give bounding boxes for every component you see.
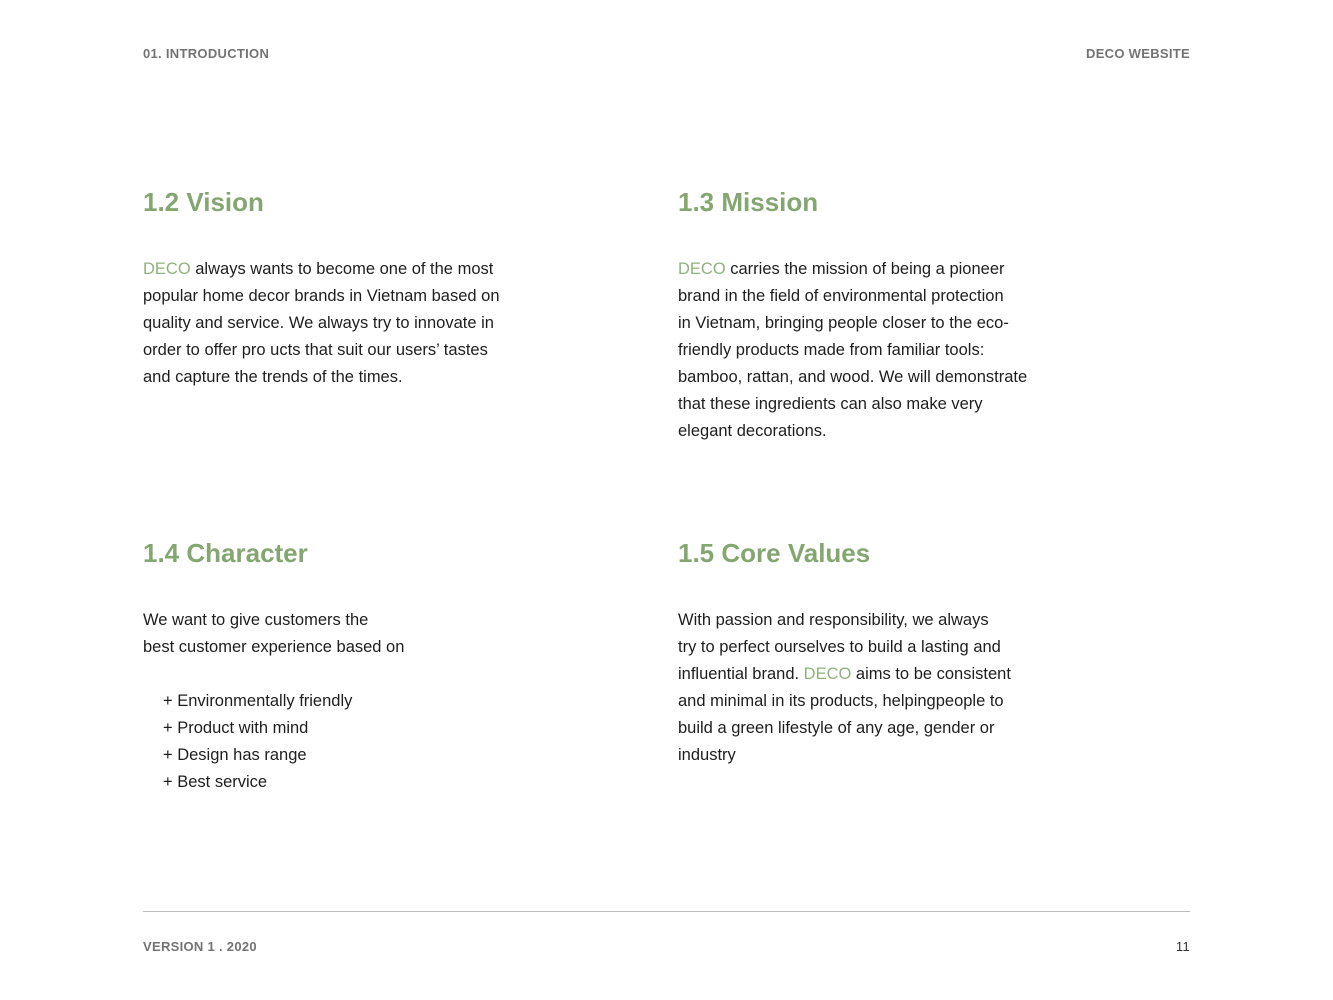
brand-name: DECO bbox=[803, 665, 852, 683]
vision-section bbox=[143, 186, 573, 391]
list-item: + Design has range bbox=[163, 746, 307, 764]
vision-line-text: always wants to become one of the most bbox=[190, 260, 494, 278]
vision-body bbox=[143, 256, 573, 391]
core-values-body bbox=[678, 607, 1108, 769]
mission-line: that these ingredients can also make very bbox=[678, 395, 983, 413]
character-line: best customer experience based on bbox=[143, 638, 405, 656]
character-body bbox=[143, 607, 573, 661]
character-list bbox=[143, 688, 573, 796]
mission-line bbox=[678, 256, 1108, 283]
core-values-heading: 1.5 Core Values bbox=[678, 538, 871, 568]
vision-line: popular home decor brands in Vietnam based on bbox=[143, 287, 500, 305]
character-section bbox=[143, 537, 573, 796]
list-item: + Product with mind bbox=[163, 719, 309, 737]
mission-line: elegant decorations. bbox=[678, 422, 827, 440]
core-values-line: build a green lifestyle of any age, gender or bbox=[678, 719, 995, 737]
mission-line: friendly products made from familiar tools: bbox=[678, 341, 985, 359]
character-heading: 1.4 Character bbox=[143, 538, 308, 568]
core-values-line: With passion and responsibility, we always bbox=[678, 611, 989, 629]
core-values-line: try to perfect ourselves to build a lasting and bbox=[678, 638, 1001, 656]
brand-name: DECO bbox=[678, 260, 726, 278]
mission-heading: 1.3 Mission bbox=[678, 187, 819, 217]
character-line: We want to give customers the bbox=[143, 611, 369, 629]
core-values-line: industry bbox=[678, 746, 736, 764]
footer-divider bbox=[143, 911, 1190, 912]
core-values-line-text: influential brand. bbox=[678, 665, 804, 683]
version-label: VERSION 1 . 2020 bbox=[143, 939, 257, 954]
vision-line: order to offer pro ucts that suit our users’ tastes bbox=[143, 341, 488, 359]
vision-heading: 1.2 Vision bbox=[143, 187, 264, 217]
vision-line bbox=[143, 256, 573, 283]
list-item: + Best service bbox=[163, 773, 268, 791]
list-item: + Environmentally friendly bbox=[163, 692, 353, 710]
core-values-line: and minimal in its products, helpingpeople to bbox=[678, 692, 1004, 710]
brand-name: DECO bbox=[143, 260, 191, 278]
core-values-line-text: aims to be consistent bbox=[851, 665, 1011, 683]
mission-section bbox=[678, 186, 1108, 445]
section-label: 01. INTRODUCTION bbox=[143, 46, 270, 61]
page-number: 11 bbox=[1175, 939, 1190, 954]
mission-line: brand in the field of environmental protection bbox=[678, 287, 1004, 305]
mission-line: in Vietnam, bringing people closer to the eco- bbox=[678, 314, 1009, 332]
project-label: DECO WEBSITE bbox=[1086, 46, 1190, 61]
vision-line: and capture the trends of the times. bbox=[143, 368, 403, 386]
vision-line: quality and service. We always try to innovate in bbox=[143, 314, 494, 332]
core-values-section bbox=[678, 537, 1108, 769]
mission-body bbox=[678, 256, 1108, 445]
mission-line-text: carries the mission of being a pioneer bbox=[725, 260, 1005, 278]
core-values-line bbox=[678, 661, 1108, 688]
mission-line: bamboo, rattan, and wood. We will demonstrate bbox=[678, 368, 1028, 386]
